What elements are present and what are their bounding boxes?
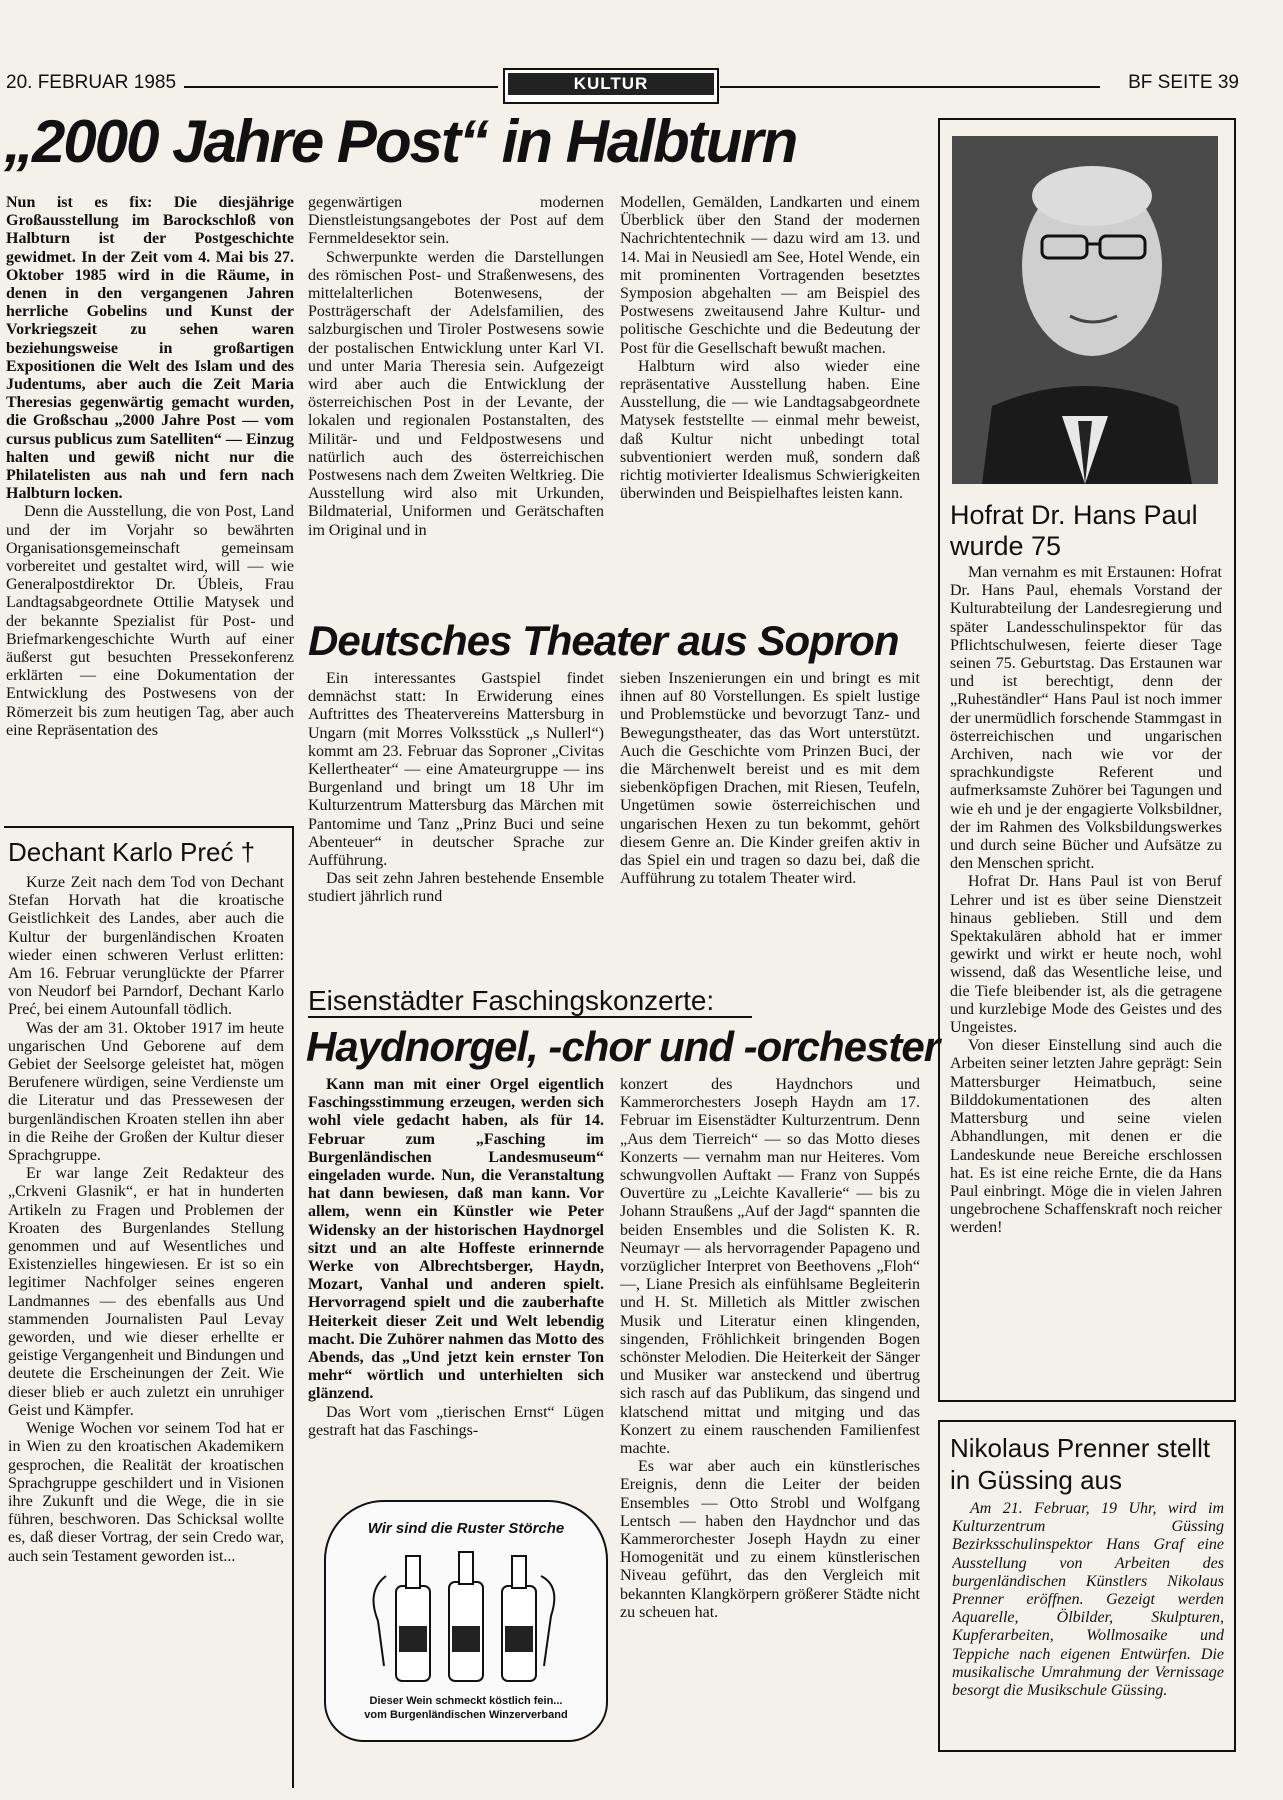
prenner-title: Nikolaus Prenner stellt in Güssing aus — [950, 1433, 1211, 1495]
ad-headline: Wir sind die Ruster Störche — [367, 1520, 565, 1537]
haydn-headline: Haydnorgel, -chor und -orchester — [306, 1023, 940, 1070]
portrait-illustration — [952, 136, 1218, 484]
prenner-para: Am 21. Februar, 19 Uhr, wird im Kulturzentrum Güssing Bezirksschulinspektor Hans Graf eine Ausstellung von Arbeiten des burgenländischen Künstlers Nikolaus Prenner eröffnen. Gezeigt werden Aquarelle, Ölbilder, Skulpturen, Kupferarbeiten, Wollmosaike und Teppiche nach eigenen Entwürfen. Die musikalische Umrahmung der Vernissage besorgt die Musikschule Güssing. — [952, 1500, 1224, 1700]
haydn-col2-para1: konzert des Haydnchors und Kammerorchesters Joseph Haydn am 17. Februar im Eisenstädter Kulturzentrum. Denn „Aus dem Tierreich“ — so das Motto dieses Konzerts — vernahm man nur Heiteres. Vom schwungvollen Auftakt — Franz von Suppés Ouvertüre zu „Leichte Kavallerie“ — bis zu Johann Straußens „Auf der Jagd“ spannten die beiden Ensembles und die Solisten K. R. Neumayr — als hervorragender Papageno und vorzüglicher Interpret von Beethovens „Floh“ —, Liane Presich als einfühlsame Begleiterin und H. St. Milletich als Mittler zwischen Musik und Literatur einen klingenden, singenden, Fröhlichkeit bringenden Bogen schönster Melodien. Die Heiterkeit der Sänger und Musiker war ansteckend und übertrug sich rasch auf das Publikum, das singend und klatschend mittat und mitging und das Konzert zu einem rauschenden Familienfest machte. — [620, 1076, 920, 1458]
prenner-body — [952, 1500, 1224, 1740]
header-rule-right — [720, 86, 1100, 88]
dechant-para1: Kurze Zeit nach dem Tod von Dechant Stefan Horvath hat die kroatische Geistlichkeit des Landes, aber auch die Kultur der burgenländischen Kroaten wieder einen schweren Verlust erlitten: Am 16. Februar verunglückte der Pfarrer von Neudorf bei Parndorf, Dechant Karlo Preć, bei einem Autounfall tödlich. — [8, 874, 284, 1019]
dechant-para4: Wenige Wochen vor seinem Tod hat er in Wien zu den kroatischen Akademikern gesprochen, die Realität der kroatischen Sprachgruppe geschildert und in Visionen ihre Zukunft und die Wege, die in sie führen, beschworen. Das Schicksal wollte es, daß dieser Vortrag, der sein Credo war, auch sein Testament geworden ist... — [8, 1420, 284, 1565]
section-label — [503, 68, 719, 104]
main-col3-para2: Halbturn wird also wieder eine repräsentative Ausstellung haben. Eine Ausstellung, die — wie Landtagsabgeordnete Matysek feststellte — einmal mehr beweist, daß Kultur nicht unbedingt total subventioniert werden muß, sondern daß richtig motivierter Idealismus Schwierigkeiten überwinden und Beispielhaftes leisten kann. — [620, 357, 920, 503]
dechant-title: Dechant Karlo Preć † — [8, 837, 256, 867]
issue-date: 20. FEBRUAR 1985 — [6, 72, 177, 93]
section-label-text: KULTUR — [508, 73, 714, 95]
hofrat-para3: Von dieser Einstellung sind auch die Arbeiten seiner letzten Jahre geprägt: Sein Mattersburger Heimatbuch, seine Bilddokumentationen des alten Mattersburg und seine vielen Abhandlungen, mit denen er die Landeskunde neue Bereiche erschlossen hat. Es ist eine reiche Ernte, die da Hans Paul einbringt. Möge die in vielen Jahren ungebrochene Schaffenskraft noch reicher werden! — [950, 1037, 1222, 1237]
wine-advertisement — [324, 1500, 608, 1742]
dechant-para3: Er war lange Zeit Redakteur des „Crkveni Glasnik“, er hat in hunderten Artikeln zu Fragen und Problemen der Kroaten des Burgenlandes Stellung genommen und auf Wesentliches und Existenzielles hingewiesen. Er ist so ein legitimer Nachfolger seines engeren Landmannes — des ebenfalls aus Und stammenden Journalisten Paul Levay geworden, und wie dieser erhellte er geistige Vergangenheit und Bindungen und deutete die Erscheinungen der Zeit. Wie dieser blieb er auch zuletzt ein unruhiger Geist und Kämpfer. — [8, 1165, 284, 1419]
page-number: BF SEITE 39 — [1128, 72, 1239, 93]
hofrat-body — [950, 564, 1222, 1394]
main-article-col3 — [620, 194, 920, 598]
haydn-col2-para2: Es war aber auch ein künstlerisches Ereignis, denn die Leiter der beiden Ensembles — Otto Strobl und Wolfgang Lentsch — haben den Haydnchor und das Kammerorchester Joseph Haydn zu einer Homogenität und zu einem künstlerischen Niveau geführt, das den Vergleich mit bekannten Klangkörpern größerer Städte nicht zu scheuen hat. — [620, 1458, 920, 1621]
haydn-kicker: Eisenstädter Faschingskonzerte: — [308, 985, 715, 1016]
main-headline: „2000 Jahre Post“ in Halbturn — [4, 108, 797, 175]
dechant-para2: Was der am 31. Oktober 1917 im heute ungarischen Und Geborene auf dem Gebiet der Seelsorge geleistet hat, mögen Berufenere würdigen, seine Verdienste um die Literatur und das Pressewesen der burgenländischen Kroaten stellen ihn aber in die Reihe der Großen der Kultur dieser Sprachgruppe. — [8, 1019, 284, 1165]
haydn-kicker-rule — [308, 1016, 752, 1018]
main-col2-para2: Schwerpunkte werden die Darstellungen des römischen Post- und Straßenwesens, des mittelalterlichen Botenwesens, der Postträgerschaft der Adelsfamilien, des salzburgischen und Tiroler Postwesens sowie der postalischen Entwicklung unter Karl VI. und unter Maria Theresia sein. Aufgezeigt wird aber auch die Entwicklung der österreichischen Post in der Levante, der lokalen und regionalen Postanstalten, des Militär- und und Feldpostwesens und natürlich auch des österreichischen Postwesens nach dem Zweiten Weltkrieg. Die Ausstellung wird also mit Urkunden, Bildmaterial, Uniformen und Gerätschaften im Original und in — [308, 248, 604, 539]
dechant-body — [8, 874, 284, 1774]
hofrat-para2: Hofrat Dr. Hans Paul ist von Beruf Lehrer und ist es über seine Dienstzeit hinaus geblieben. Still und dem Spektakulären abhold hat er immer gewirkt und wirkt er heute noch, wohl wissend, daß das Wesentliche leise, und die Tiefe bleibender ist, als die getragene und kurzlebige Mode des Geistes und des Ungeistes. — [950, 873, 1222, 1037]
theater-col2 — [620, 670, 920, 960]
haydn-col1 — [308, 1076, 604, 1496]
haydn-lead: Kann man mit einer Orgel eigentlich Faschingsstimmung erzeugen, werden sich wohl viele gedacht haben, als für 14. Februar zum „Fasching im Burgenländischen Landesmuseum“ eingeladen wurde. Nun, die Veranstaltung hat dann bewiesen, daß man kann. Vor allem, wenn ein Künstler wie Peter Widensky an der historischen Haydnorgel sitzt und an alte Hoffeste erinnernde Werke von Albrechtsberger, Haydn, Mozart, Vanhal und anderen spielt. Hervorragend spielt und die zauberhafte Heiterkeit dieser Zeit und Welt lebendig macht. Die Zuhörer nahmen das Motto des Abends, das „Und jetzt kein ernster Ton mehr“ wörtlich und unterhielten sich glänzend. — [308, 1076, 604, 1403]
ad-sponsor: vom Burgenländischen Winzerverband — [364, 1709, 568, 1721]
main-lead: Nun ist es fix: Die diesjährige Großausstellung im Barockschloß von Halbturn ist der Postgeschichte gewidmet. In der Zeit vom 4. Mai bis 27. Oktober 1985 wird in die Räume, in denen in den vergangenen Jahren herrliche Gobelins und Kunst der Vorkriegszeit zu sehen waren beziehungsweise in großartigen Expositionen die Welt des Islam und des Judentums, aber auch die Zeit Maria Theresias gegenwärtig gemacht wurden, die Großschau „2000 Jahre Post — vom cursus publicus zum Satelliten“ — Einzug halten und gewiß nicht nur die Philatelisten aus nah und fern nach Halbturn locken. — [6, 194, 294, 503]
main-col1-para: Denn die Ausstellung, die von Post, Land und der im Vorjahr so bewährten Organisationsgemeinschaft gemeinsam vorbereitet und gestaltet wird, will — wie Generalpostdirektor Dr. Úbleis, Frau Landtagsabgeordnete Ottilie Matysek und der bekannte Spezialist für Post- und Briefmarkengeschichte Wurth auf einer äußerst gut besuchten Pressekonferenz erklärten — eine Dokumentation der Entwicklung des Postwesens von der Römerzeit bis zum heutigen Tag, aber auch eine Repräsentation des — [6, 503, 294, 739]
main-col2-para1: gegenwärtigen modernen Dienstleistungsangebotes der Post auf dem Fernmeldesektor sein. — [308, 194, 604, 248]
header-rule-left — [184, 86, 498, 88]
portrait-photo — [952, 136, 1218, 484]
ad-slogan: Dieser Wein schmeckt köstlich fein... — [369, 1695, 563, 1707]
haydn-col2 — [620, 1076, 920, 1756]
haydn-col1-para2: Das Wort vom „tierischen Ernst“ Lügen gestraft hat das Faschings- — [308, 1403, 604, 1439]
theater-headline: Deutsches Theater aus Sopron — [308, 617, 899, 664]
hofrat-title: Hofrat Dr. Hans Paul wurde 75 — [950, 500, 1198, 561]
main-article-col2 — [308, 194, 604, 598]
theater-col1 — [308, 670, 604, 960]
hofrat-para1: Man vernahm es mit Erstaunen: Hofrat Dr. Hans Paul, ehemals Vorstand der Kulturabteilung der Landesregierung und später Landesschulinspektor für das Pflichtschulwesen, feierte dieser Tage seinen 75. Geburtstag. Das Erstaunen war und ist berechtigt, denn der „Ruheständler“ Hans Paul ist noch immer der unermüdlich forschende Stammgast in österreichischen und ungarischen Archiven, nach wie vor der sprachkundigste Referent und aufmerksamste Zuhörer bei Tagungen und wie eh und je der engagierte Volksbildner, der im Rahmen des Volksbildungswerkes und durch seine Bücher und Aufsätze zu den Menschen spricht. — [950, 564, 1222, 873]
theater-col2-para: sieben Inszenierungen ein und bringt es mit ihnen auf 80 Vorstellungen. Es spielt lustige und Problemstücke und bevorzugt Tanz- und Bewegungstheater, das das Wort unterstützt. Auch die Geschichte vom Prinzen Buci, der die Märchenwelt bereist und es mit dem siebenköpfigen Drachen, mit Riesen, Teufeln, Ungetümen sowie österreichischen und ungarischen Hexen zu tun bekommt, gehört diesem Genre an. Die Kinder greifen aktiv in das Spiel ein und tragen so dazu bei, daß die Aufführung zu totalem Theater wird. — [620, 670, 920, 888]
wine-bottles-icon — [366, 1546, 566, 1686]
theater-col1-para2: Das seit zehn Jahren bestehende Ensemble studiert jährlich rund — [308, 870, 604, 906]
theater-col1-para1: Ein interessantes Gastspiel findet demnächst statt: In Erwiderung eines Auftrittes des Theatervereins Mattersburg in Ungarn (mit Morres Volksstück „s Nullerl“) kommt am 23. Februar das Soproner „Civitas Kellertheater“ — eine Amateurgruppe — ins Burgenland und bringt um 18 Uhr im Kulturzentrum Mattersburg das Märchen mit Pantomime und Tanz „Prinz Buci und seine Abenteuer“ in deutscher Sprache zur Aufführung. — [308, 670, 604, 870]
main-article-col1 — [6, 194, 294, 792]
main-col3-para1: Modellen, Gemälden, Landkarten und einem Überblick über den Stand der modernen Nachrichtentechnik — dazu wird am 13. und 14. Mai in Neusiedl am See, Hotel Wende, ein mit prominenten Vortragenden besetztes Symposion abgehalten — am Beispiel des Postwesens zweitausend Jahre Kultur- und politische Geschichte und die Bedeutung der Post für die Gesellschaft bewußt machen. — [620, 194, 920, 357]
